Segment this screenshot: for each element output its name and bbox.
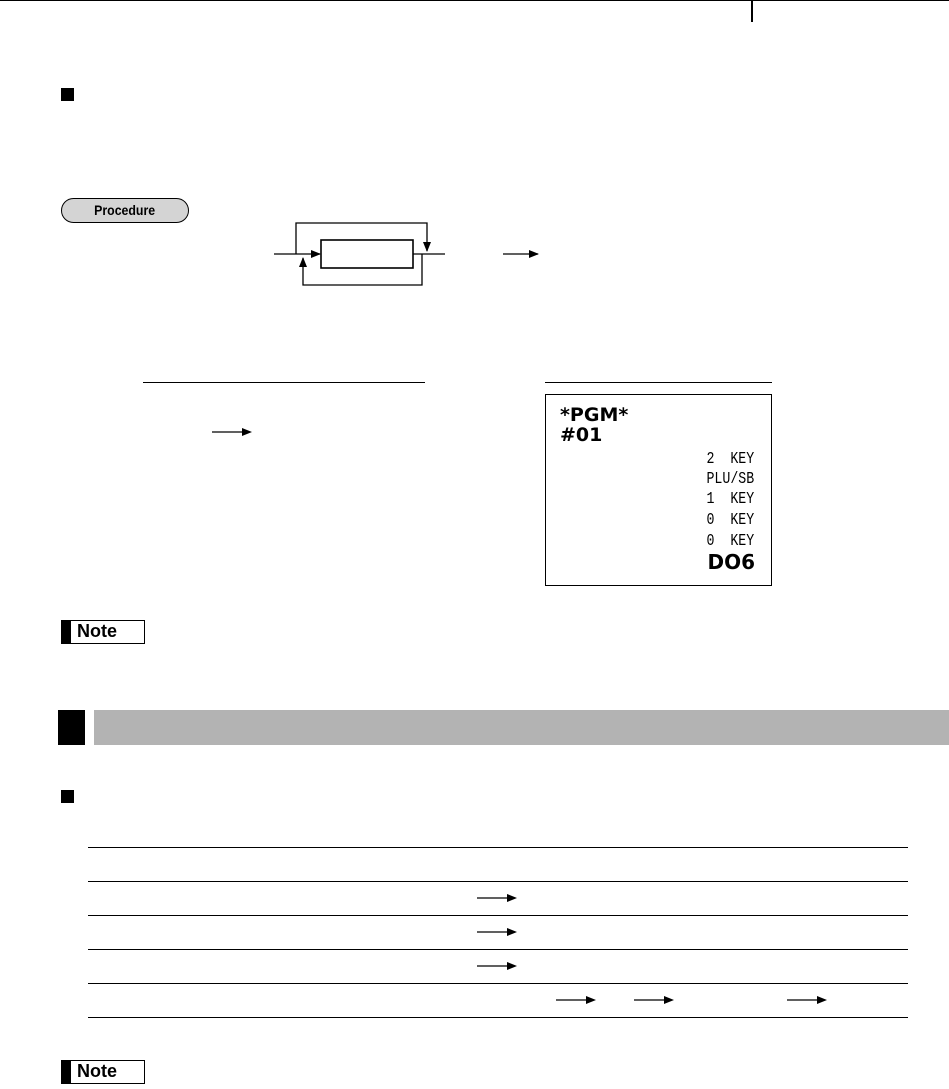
procedure-flow-diagram [270, 215, 550, 295]
arrow-right-icon [634, 995, 674, 1005]
receipt-title: *PGM* [560, 404, 629, 426]
receipt-line: PLU/SB [706, 470, 754, 489]
section-number-block [58, 710, 85, 745]
table-rule [88, 983, 908, 984]
section-title-bar [94, 710, 949, 745]
receipt-printout [545, 394, 772, 586]
note-label: Note [70, 620, 145, 644]
keyin-rule [143, 382, 425, 383]
procedure-badge [61, 198, 189, 223]
note-badge [61, 1060, 145, 1084]
arrow-right-icon [212, 427, 252, 437]
arrow-right-icon [477, 927, 517, 937]
arrow-right-icon [477, 961, 517, 971]
receipt-line: 0 KEY [706, 511, 754, 530]
header-tick [751, 0, 753, 22]
arrow-right-icon [787, 995, 827, 1005]
arrow-right-icon [477, 893, 517, 903]
table-rule [88, 1017, 908, 1018]
heading-bullet-icon [61, 790, 74, 803]
receipt-number: #01 [560, 424, 603, 446]
note-label: Note [70, 1060, 145, 1084]
procedure-label: Procedure [94, 202, 156, 218]
receipt-line: 1 KEY [706, 490, 754, 509]
table-rule [88, 915, 908, 916]
receipt-line: 2 KEY [706, 450, 754, 469]
print-rule [545, 382, 772, 383]
table-rule [88, 847, 908, 848]
receipt-footer: DO6 [707, 550, 755, 574]
note-badge [61, 620, 145, 644]
table-rule [88, 949, 908, 950]
receipt-line: 0 KEY [706, 532, 754, 551]
arrow-right-icon [556, 995, 596, 1005]
top-rule [0, 0, 949, 1]
heading-bullet-icon [61, 88, 74, 101]
table-rule [88, 881, 908, 882]
